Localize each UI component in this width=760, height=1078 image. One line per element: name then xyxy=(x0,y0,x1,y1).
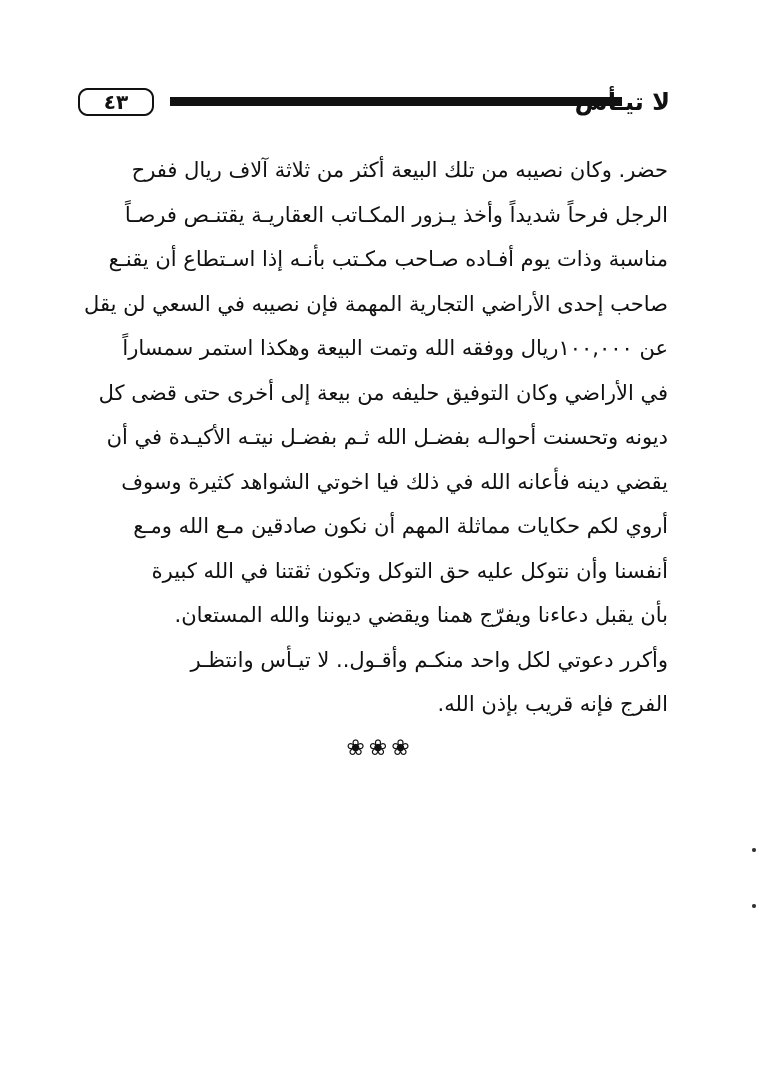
text-line: في الأراضي وكان التوفيق حليفه من بيعة إلى أخرى حتى قضى كل xyxy=(98,380,668,405)
text-line: صاحب إحدى الأراضي التجارية المهمة فإن نصيبه في السعي لن يقل xyxy=(84,291,668,316)
body-text xyxy=(78,148,668,727)
page-header xyxy=(78,84,670,124)
header-rule xyxy=(170,97,622,106)
text-line: الفرج فإنه قريب بإذن الله. xyxy=(437,692,668,716)
scan-speck xyxy=(752,904,756,908)
text-line: وأكرر دعوتي لكل واحد منكـم وأقـول.. لا تيـأس وانتظـر xyxy=(190,647,668,672)
text-line: أنفسنا وأن نتوكل عليه حق التوكل وتكون ثقتنا في الله كبيرة xyxy=(151,558,668,583)
text-line: مناسبة وذات يوم أفـاده صـاحب مكـتب بأنـه إذا اسـتطاع أن يقنـع xyxy=(108,247,668,271)
book-title: لا تيـأس xyxy=(574,88,670,116)
scan-speck xyxy=(752,848,756,852)
text-line: أروي لكم حكايات مماثلة المهم أن نكون صادقين مـع الله ومـع xyxy=(133,514,668,538)
text-line: ديونه وتحسنت أحوالـه بفضـل الله ثـم بفضـل نيتـه الأكيـدة في أن xyxy=(106,425,668,449)
paragraph-2 xyxy=(78,638,668,727)
section-ornament: ❀❀❀ xyxy=(346,736,414,761)
text-line: عن ١٠٠,٠٠٠ريال ووفقه الله وتمت البيعة وهكذا استمر سمساراً xyxy=(122,336,668,360)
text-line: الرجل فرحاً شديداً وأخذ يـزور المكـاتب العقاريـة يقتنـص فرصـاً xyxy=(124,202,668,227)
paragraph-1 xyxy=(78,148,668,638)
page-number: ٤٣ xyxy=(78,88,154,116)
text-line: يقضي دينه فأعانه الله في ذلك فيا اخوتي الشواهد كثيرة وسوف xyxy=(121,469,668,494)
text-line: حضر. وكان نصيبه من تلك البيعة أكثر من ثلاثة آلاف ريال ففرح xyxy=(131,158,668,182)
text-line: بأن يقبل دعاءنا ويفرّج همنا ويقضي ديوننا والله المستعان. xyxy=(174,603,668,627)
